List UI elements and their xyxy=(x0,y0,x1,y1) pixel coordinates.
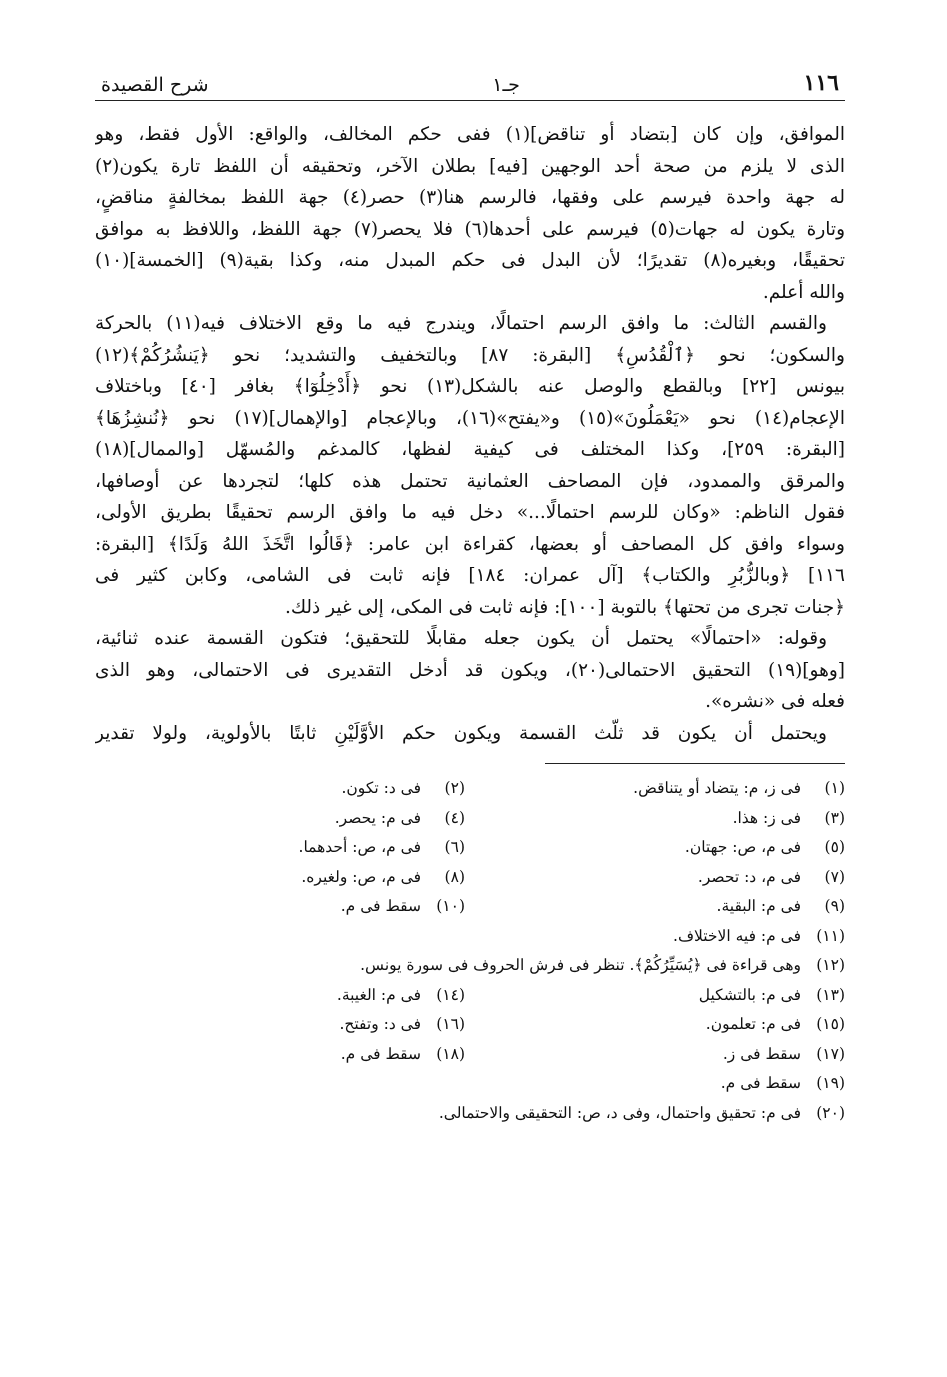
page-number: ١١٦ xyxy=(803,70,839,96)
footnote: (١٤)فى م: الغيبة. xyxy=(336,985,465,1004)
footnote: (١٥)فى م: تعلمون. xyxy=(705,1015,845,1033)
text-line: والقسم الثالث: ما وافق الرسم احتمالًا، ويندرج فيه ما وقع الاختلاف فيه(١١) بالحركة xyxy=(95,313,827,334)
text-line: والله أعلم. xyxy=(762,281,845,303)
footnote: (١٩)سقط فى م. xyxy=(720,1074,845,1092)
footnote: (١٦)فى د: وتفتح. xyxy=(339,1015,465,1033)
footnotes xyxy=(95,774,845,1128)
text-line: [وهو](١٩) التحقيق الاحتمالى(٢٠)، ويكون قد أدخل التقديرى فى الاحتمالى، وهو الذى xyxy=(95,659,845,681)
footnote: (١)فى ز، م: يتضاد أو يتناقض. xyxy=(633,779,845,797)
footnote-rule xyxy=(545,763,845,764)
text-line: ويحتمل أن يكون قد ثلّث القسمة ويكون حكم الأوَّلَيْنِ ثابتًا بالأولوية، ولولا تقدير xyxy=(95,722,827,744)
text-line: بيونس [٢٢] وبالقطع والوصل عنه بالشكل(١٣) نحو ﴿أَدْخِلُوٓا﴾ بغافر [٤٠] وباختلاف xyxy=(95,376,845,397)
text-line: الذى لا يلزم من صحة أحد الوجهين [فيه] بطلان الآخر، وتحقيقه أن اللفظ تارة يكون(٢) xyxy=(95,155,845,177)
text-line: تحقيقًا، وبغيره(٨) تقديرًا؛ لأن البدل فى حكم المبدل منه، وكذا بقية(٩) [الخمسة](١٠) xyxy=(95,250,845,271)
text-line: [البقرة: ٢٥٩]، وكذا المختلف فى كيفية لفظها، كالمدغم والمُسهّل [والممال](١٨) xyxy=(95,439,845,460)
running-header xyxy=(95,60,845,96)
page xyxy=(95,60,845,1128)
text-line: ﴿جنات تجرى من تحتها﴾ بالتوبة [١٠٠]: فإنه ثابت فى المكى، إلى غير ذلك. xyxy=(284,596,845,618)
volume-label: جـ١ xyxy=(492,74,520,96)
footnote: (٦)فى م، ص: أحدهما. xyxy=(298,838,465,856)
footnote: (٥)فى م، ص: جهتان. xyxy=(684,838,845,856)
footnote: (١٢)وهى قراءة فى ﴿يُسَيِّرُكُمْ﴾. تنظر فى فرش الحروف فى سورة يونس. xyxy=(360,956,845,974)
footnote: (١٠)سقط فى م. xyxy=(340,897,465,915)
footnote: (٢)فى د: تكون. xyxy=(341,779,465,797)
header-rule xyxy=(95,100,845,101)
text-line: ١١٦] ﴿وبالزُّبُرِ والكتاب﴾ [آل عمران: ١٨٤] فإنه ثابت فى الشامى، وكابن كثير فى xyxy=(95,565,845,586)
book-title: شرح القصيدة xyxy=(101,74,209,96)
text-line: الموافق، وإن كان [بتضاد أو تناقض](١) ففى حكم المخالف، والواقع: الأول فقط، وهو xyxy=(95,124,845,145)
footnote: (٤)فى م: يحصر. xyxy=(334,808,465,827)
text-line: والمرقق والممدود، فإن المصاحف العثمانية تحتمل هذه كلها؛ لتجردها عن أوصافها، xyxy=(95,470,845,492)
text-line: له جهة واحدة فيرسم على وفقها، فالرسم هنا(٣) حصر(٤) جهة اللفظ بمخالفةٍ مناقضٍ، xyxy=(95,187,845,208)
text-line: فقول الناظم: «وكان للرسم احتمالًا...» دخل فيه ما وافق الرسم تحقيقًا بطريق الأولى، xyxy=(95,502,845,523)
footnote: (١١)فى م: فيه الاختلاف. xyxy=(673,926,845,945)
text-line: والسكون؛ نحو ﴿ٱلْقُدُسِ﴾ [البقرة: ٨٧] وبالتخفيف والتشديد؛ نحو ﴿يَنشُرُكُمْ﴾(١٢) xyxy=(95,344,845,366)
text-line: وسواء وافق كل المصاحف أو بعضها، كقراءة ابن عامر: ﴿قَالُوا اتَّخَذَ اللهُ وَلَدًا﴾ [البقرة: xyxy=(95,533,845,555)
footnote: (٧)فى م، د: تحصر. xyxy=(697,867,845,886)
text-line: فعله فى «نشره». xyxy=(705,691,845,712)
footnote: (١٣)فى م: بالتشكيل xyxy=(698,985,845,1004)
text-line: الإعجام(١٤) نحو «يَعْمَلُونَ»(١٥) و«يفتح»(١٦)، وبالإعجام [والإهمال](١٧) نحو ﴿نُنشِزُهَا﴾ xyxy=(95,407,845,429)
text-line: وقوله: «احتمالًا» يحتمل أن يكون جعله مقابلًا للتحقيق؛ فتكون القسمة عنده ثنائية، xyxy=(95,628,827,649)
footnote: (٨)فى م، ص: ولغيره. xyxy=(301,867,465,886)
text-line: وتارة يكون له جهات(٥) فيرسم على أحدها(٦) فلا يحصر(٧) جهة اللفظ، واللافظ به موافق xyxy=(95,218,845,240)
footnote: (٢٠)فى م: تحقيق واحتمال، وفى د، ص: التحقيقى والاحتمالى. xyxy=(438,1103,845,1122)
footnote: (٣)فى ز: هذا. xyxy=(732,808,845,827)
footnote: (١٧)سقط فى ز. xyxy=(722,1044,845,1063)
footnote: (٩)فى م: البقية. xyxy=(716,897,845,915)
footnote: (١٨)سقط فى م. xyxy=(340,1044,465,1063)
body-text xyxy=(95,119,845,749)
